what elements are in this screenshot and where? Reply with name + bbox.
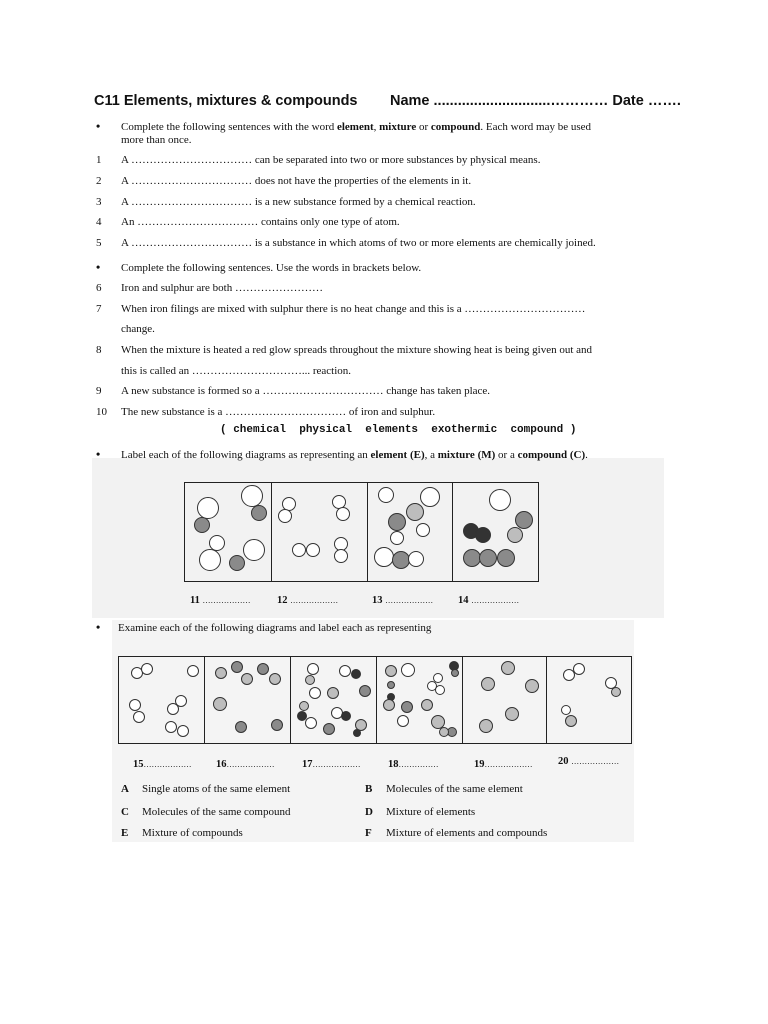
label-15[interactable]: 15………………	[133, 759, 192, 770]
sentence-6: Iron and sulphur are both ……………………	[121, 282, 323, 294]
sentence-8-cont: this is called an …………………………... reaction.	[121, 365, 352, 377]
diagram-set-2	[118, 656, 632, 744]
label-17[interactable]: 17………………	[302, 759, 361, 770]
option-f: F Mixture of elements and compounds	[365, 827, 548, 839]
item-number: 7	[96, 303, 102, 315]
name-date-field: Name .............................………… Date …….	[390, 93, 681, 109]
sentence-10: The new substance is a …………………………… of iron and sulphur.	[121, 406, 436, 418]
option-a: A Single atoms of the same element	[121, 783, 291, 795]
bullet: •	[96, 119, 101, 133]
sentence-7: When iron filings are mixed with sulphur there is no heat change and this is a ……………………………	[121, 303, 586, 315]
worksheet-title	[94, 93, 681, 109]
bullet: •	[96, 620, 101, 634]
label-20[interactable]: 20 ………………	[558, 756, 620, 767]
section4-instruction: Examine each of the following diagrams and label each as representing	[118, 622, 432, 634]
label-13[interactable]: 13 ………………	[372, 595, 434, 606]
label-14[interactable]: 14 ………………	[458, 595, 520, 606]
title-text: C11 Elements, mixtures & compounds	[94, 93, 358, 109]
diagram-set-1	[184, 482, 539, 582]
section3-instruction: Label each of the following diagrams as representing an element (E), a mixture (M) or a compound (C).	[121, 449, 588, 461]
item-number: 4	[96, 216, 102, 228]
diagram-18	[377, 657, 463, 743]
sentence-3: A …………………………… is a new substance formed by a chemical reaction.	[121, 196, 476, 208]
diagram-12	[272, 483, 368, 581]
option-c: C Molecules of the same compound	[121, 806, 291, 818]
item-number: 2	[96, 175, 102, 187]
sentence-4: An …………………………… contains only one type of atom.	[121, 216, 400, 228]
label-11[interactable]: 11 ………………	[190, 595, 251, 606]
label-19[interactable]: 19………………	[474, 759, 533, 770]
diagram-11	[185, 483, 272, 581]
section2-instruction: Complete the following sentences. Use the words in brackets below.	[121, 262, 422, 274]
diagram-14	[453, 483, 540, 581]
diagram-17	[291, 657, 377, 743]
item-number: 10	[96, 406, 107, 418]
section1-instruction: Complete the following sentences with the word element, mixture or compound. Each word may be used	[121, 121, 591, 133]
label-18[interactable]: 18……………	[388, 759, 439, 770]
sentence-8: When the mixture is heated a red glow spreads throughout the mixture showing heat is being given out and	[121, 344, 593, 356]
word-bank: ( chemical physical elements exothermic compound )	[220, 424, 577, 436]
bullet: •	[96, 447, 101, 461]
diagram-19	[463, 657, 547, 743]
option-b: B Molecules of the same element	[365, 783, 523, 795]
diagram-16	[205, 657, 291, 743]
sentence-5: A …………………………… is a substance in which atoms of two or more elements are chemically joined.	[121, 237, 596, 249]
diagram-15	[119, 657, 205, 743]
bullet: •	[96, 260, 101, 274]
item-number: 1	[96, 154, 102, 166]
option-e: E Mixture of compounds	[121, 827, 243, 839]
item-number: 8	[96, 344, 102, 356]
sentence-2: A …………………………… does not have the properties of the elements in it.	[121, 175, 472, 187]
sentence-1: A …………………………… can be separated into two or more substances by physical means.	[121, 154, 541, 166]
label-16[interactable]: 16………………	[216, 759, 275, 770]
sentence-9: A new substance is formed so a …………………………… change has taken place.	[121, 385, 491, 397]
item-number: 9	[96, 385, 102, 397]
diagram-20	[547, 657, 633, 743]
item-number: 3	[96, 196, 102, 208]
item-number: 6	[96, 282, 102, 294]
item-number: 5	[96, 237, 102, 249]
label-12[interactable]: 12 ………………	[277, 595, 339, 606]
section1-instruction-line2: more than once.	[121, 134, 192, 146]
sentence-7-cont: change.	[121, 323, 155, 335]
diagram-13	[368, 483, 453, 581]
option-d: D Mixture of elements	[365, 806, 476, 818]
